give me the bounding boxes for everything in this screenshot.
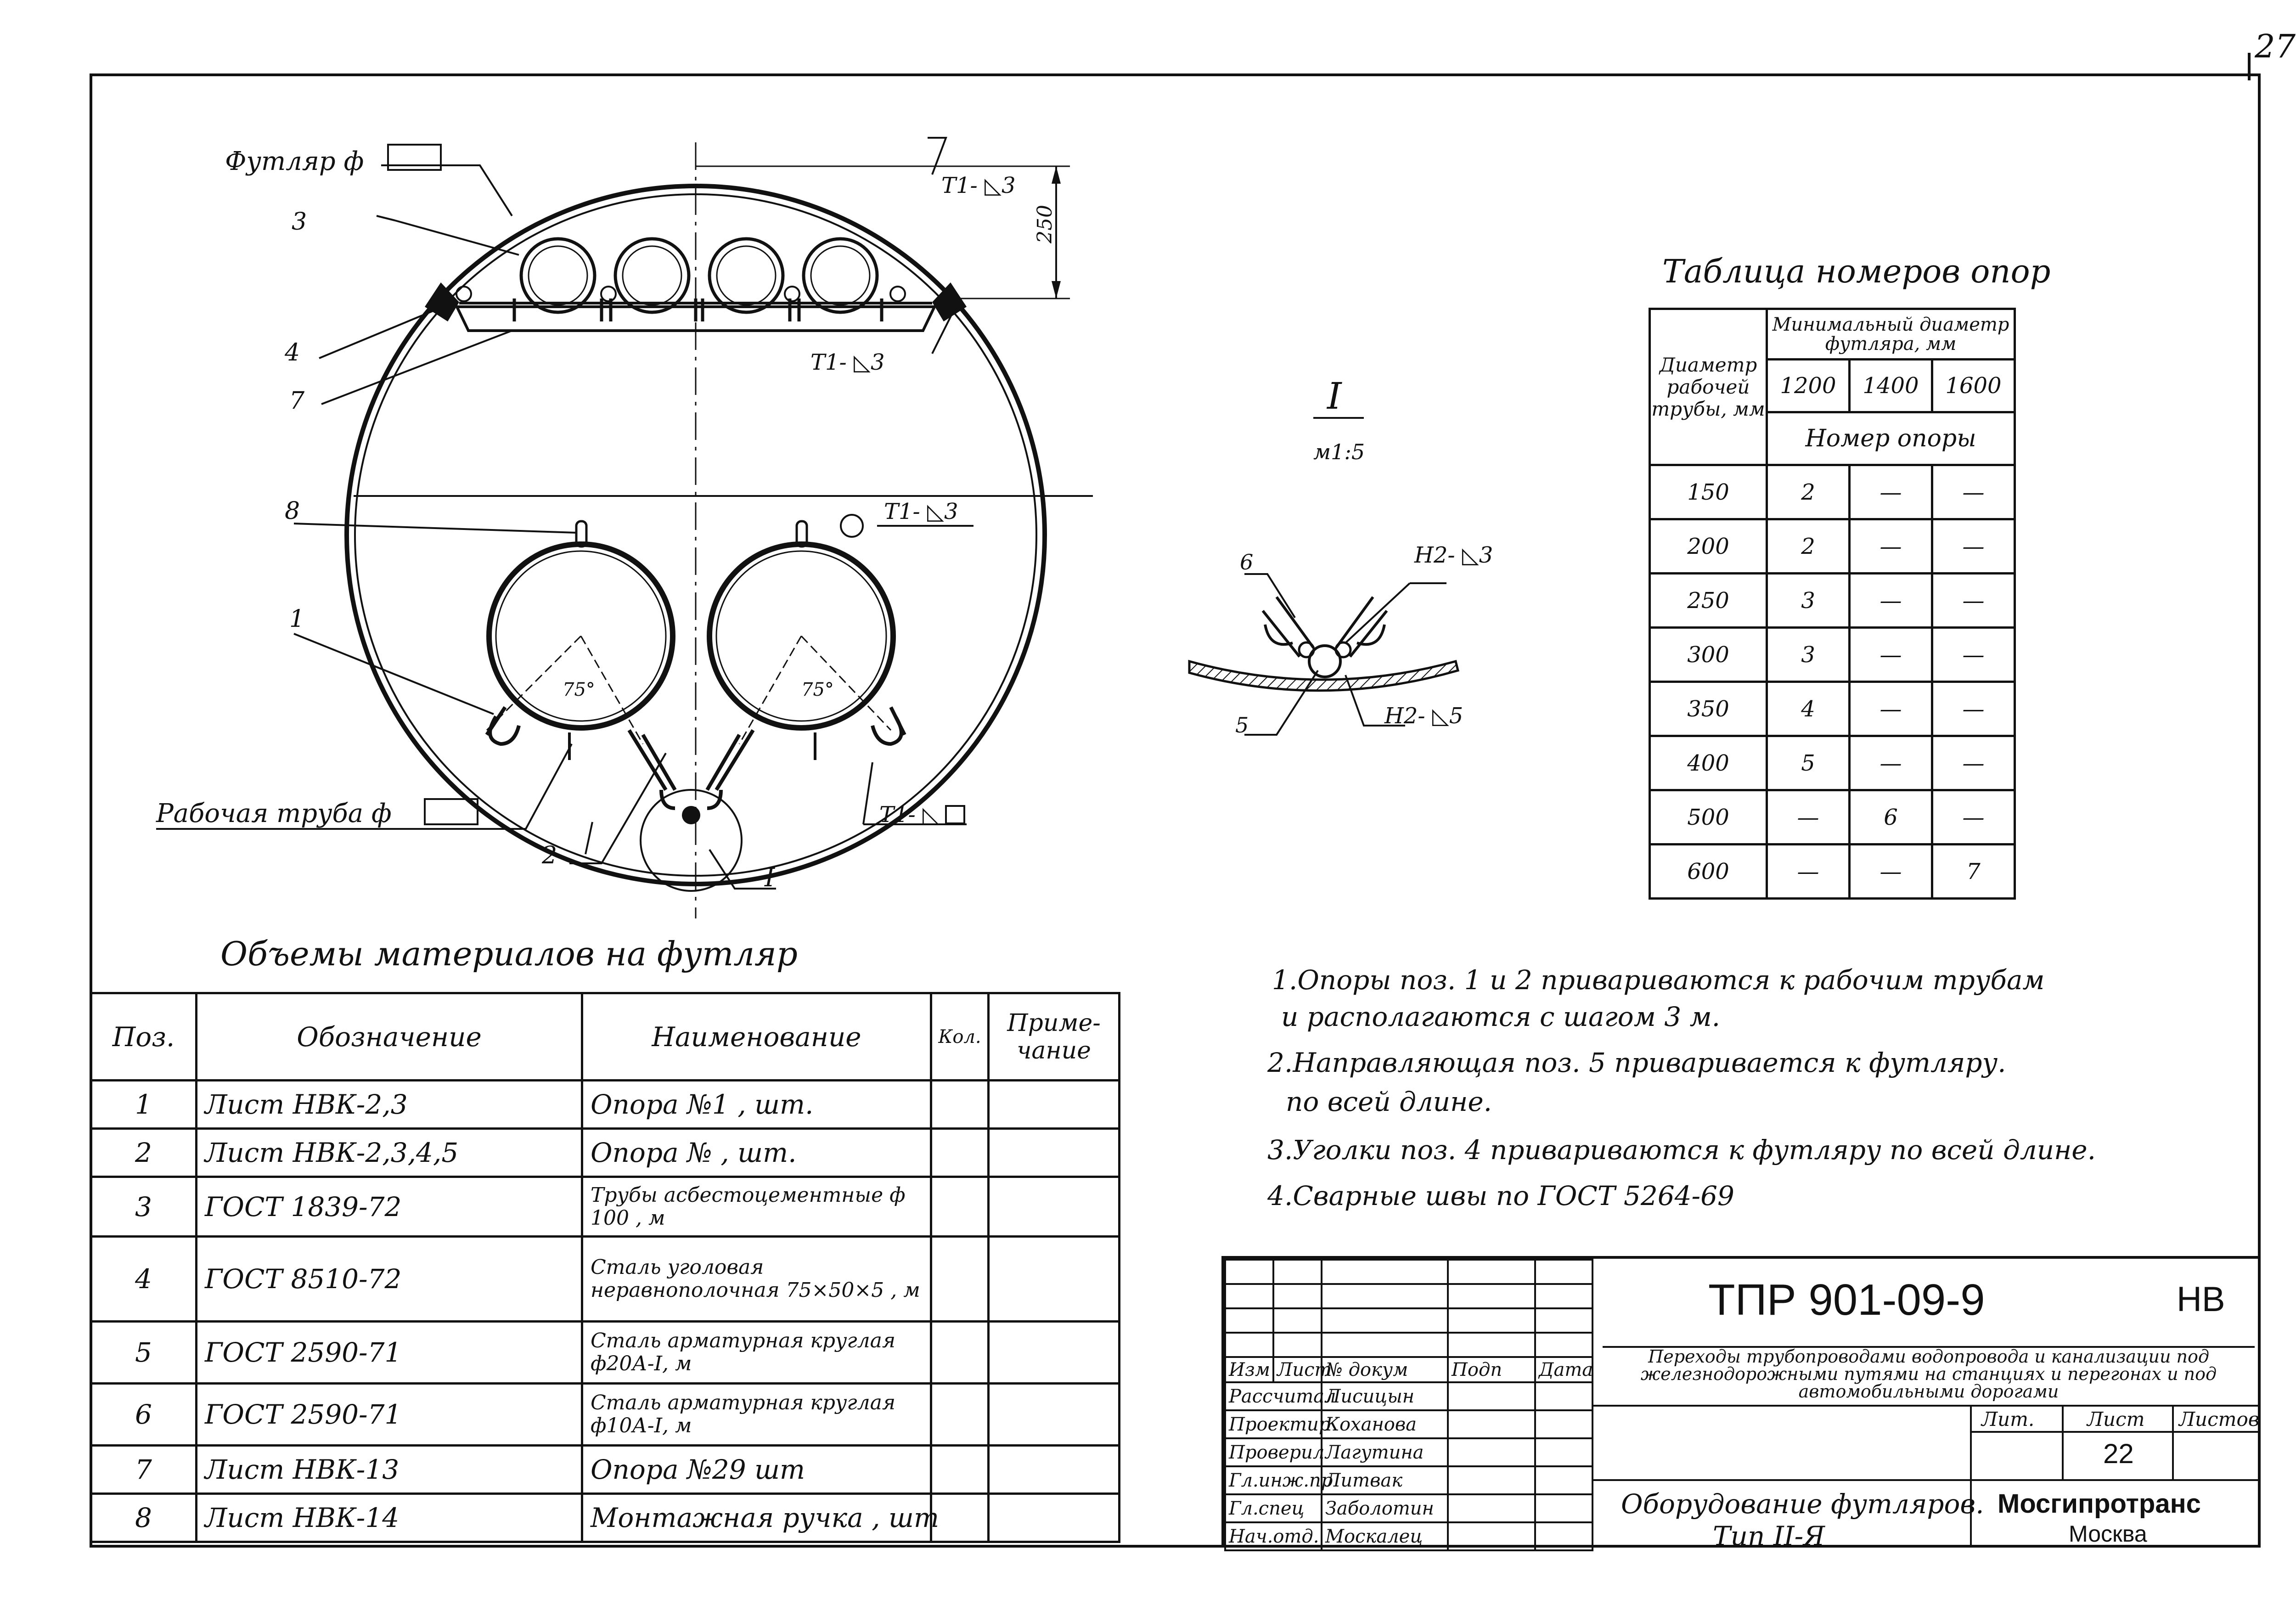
table-cell: Лист НВК-14	[197, 1494, 582, 1542]
angle-left	[425, 282, 459, 321]
pos-2-label: 2	[542, 842, 557, 869]
lit-label: Лит.	[1981, 1408, 2035, 1430]
table-cell	[989, 1129, 1120, 1177]
table-cell: —	[1767, 845, 1850, 899]
table-cell	[931, 1237, 989, 1322]
table-cell: 7	[1932, 845, 2015, 899]
table-cell: ГОСТ 1839-72	[197, 1177, 582, 1237]
support-table-title: Таблица номеров опор	[1662, 253, 2051, 290]
col-pipe-diameter: Диаметр рабочей трубы, мм	[1650, 309, 1767, 465]
detail-pos-6: 6	[1240, 550, 1254, 574]
casing-1400: 1400	[1850, 360, 1932, 412]
page-number: 27	[2255, 28, 2296, 65]
table-cell: ГОСТ 2590-71	[197, 1384, 582, 1446]
table-cell: Лист НВК-2,3,4,5	[197, 1129, 582, 1177]
casing-1200: 1200	[1767, 360, 1850, 412]
table-cell	[989, 1494, 1120, 1542]
table-cell: —	[1932, 519, 2015, 574]
table-cell: —	[1932, 736, 2015, 790]
table-cell: —	[1767, 790, 1850, 845]
support-number-header: Номер опоры	[1767, 412, 2015, 465]
role: Гл.спец	[1225, 1494, 1322, 1522]
table-cell: 3	[1767, 574, 1850, 628]
drawing-name-line2: Тип II-Я	[1713, 1521, 1825, 1552]
pos-4-label: 4	[285, 339, 300, 366]
table-cell: 400	[1650, 736, 1767, 790]
header-designation: Обозначение	[197, 993, 582, 1081]
detail-pos-5: 5	[1235, 713, 1249, 738]
table-cell: 2	[91, 1129, 197, 1177]
person: Лисицын	[1322, 1382, 1448, 1410]
table-cell	[989, 1446, 1120, 1494]
header-name: Наименование	[582, 993, 931, 1081]
table-cell: Сталь уголовая неравнополочная 75×50×5 , м	[582, 1237, 931, 1322]
table-cell: 600	[1650, 845, 1767, 899]
angle-right	[932, 282, 967, 321]
person: Коханова	[1322, 1410, 1448, 1438]
organization-city: Москва	[2069, 1521, 2147, 1547]
sheets-label: Листов	[2179, 1408, 2260, 1430]
table-cell: Опора №29 шт	[582, 1446, 931, 1494]
page-number-tick	[2248, 53, 2251, 80]
note-4: 4.Сварные швы по ГОСТ 5264-69	[1267, 1180, 1734, 1211]
table-cell	[931, 1384, 989, 1446]
signature	[1448, 1438, 1535, 1466]
table-cell: 5	[91, 1322, 197, 1384]
drawing-name-line1: Оборудование футляров.	[1621, 1488, 1984, 1520]
note-3: 3.Уголки поз. 4 привариваются к футляру по всей длине.	[1267, 1134, 2096, 1166]
view-i-label: I	[765, 863, 775, 893]
note-2: 2.Направляющая поз. 5 приваривается к футляру.	[1267, 1047, 2006, 1078]
role: Нач.отд.	[1225, 1522, 1322, 1550]
pos-1-label: 1	[289, 605, 305, 633]
table-cell: —	[1850, 845, 1932, 899]
table-cell: ГОСТ 8510-72	[197, 1237, 582, 1322]
table-cell: —	[1932, 574, 2015, 628]
table-cell: Трубы асбестоцементные ф 100 , м	[582, 1177, 931, 1237]
table-cell: 8	[91, 1494, 197, 1542]
table-cell: 350	[1650, 682, 1767, 736]
table-cell: 6	[1850, 790, 1932, 845]
table-cell: —	[1850, 736, 1932, 790]
col-list: Лист	[1273, 1357, 1322, 1382]
person: Лагутина	[1322, 1438, 1448, 1466]
note-1-cont: и располагаются с шагом 3 м.	[1281, 1001, 1721, 1032]
table-cell: 6	[91, 1384, 197, 1446]
materials-table	[90, 992, 1120, 1543]
table-cell: 500	[1650, 790, 1767, 845]
person: Литвак	[1322, 1466, 1448, 1494]
table-cell: 2	[1767, 465, 1850, 519]
detail-i	[1171, 367, 1538, 758]
table-cell: —	[1850, 574, 1932, 628]
table-cell: Монтажная ручка , шт	[582, 1494, 931, 1542]
table-cell: 3	[91, 1177, 197, 1237]
table-cell: 2	[1767, 519, 1850, 574]
table-cell: 5	[1767, 736, 1850, 790]
asbestos-pipes	[514, 239, 882, 321]
revision-table	[1224, 1259, 1593, 1551]
note-1: 1.Опоры поз. 1 и 2 привариваются к рабочим трубам	[1272, 964, 2045, 996]
person: Заболотин	[1322, 1494, 1448, 1522]
sheet-mark: НВ	[2177, 1280, 2225, 1319]
table-cell: 1	[91, 1081, 197, 1129]
table-cell	[931, 1129, 989, 1177]
table-cell: Лист НВК-2,3	[197, 1081, 582, 1129]
header-pos: Поз.	[91, 993, 197, 1081]
table-cell	[931, 1494, 989, 1542]
table-cell: Опора №1 , шт.	[582, 1081, 931, 1129]
table-cell	[989, 1081, 1120, 1129]
weld-t1-handle: Т1- ◺3	[884, 499, 958, 524]
casing-cross-section	[0, 0, 1148, 941]
detail-scale: м1:5	[1313, 439, 1365, 464]
title-block	[1221, 1256, 2261, 1552]
work-pipe-label: Рабочая труба ф	[156, 799, 392, 828]
drawing-code: ТПР 901-09-9	[1708, 1275, 1985, 1324]
table-cell	[931, 1081, 989, 1129]
role: Гл.инж.пр	[1225, 1466, 1322, 1494]
signature	[1448, 1522, 1535, 1550]
angle-left-label: 75°	[563, 679, 595, 700]
table-cell: 4	[1767, 682, 1850, 736]
table-cell	[931, 1177, 989, 1237]
role: Рассчитал	[1225, 1382, 1322, 1410]
table-cell: 7	[91, 1446, 197, 1494]
table-cell	[989, 1177, 1120, 1237]
signature	[1448, 1382, 1535, 1410]
pos-8-label: 8	[285, 497, 300, 525]
support-table	[1649, 308, 2016, 900]
col-date: Дата	[1535, 1357, 1593, 1382]
role: Проектир	[1225, 1410, 1322, 1438]
pos-3-label: 3	[292, 208, 307, 236]
header-qty: Кол.	[931, 993, 989, 1081]
project-description: Переходы трубопроводами водопровода и канализации под железнодорожными путями на станциях и перегонах и под автомобильными дорогами	[1603, 1346, 2255, 1405]
table-cell: —	[1850, 519, 1932, 574]
table-cell	[989, 1384, 1120, 1446]
table-cell	[989, 1322, 1120, 1384]
title-block-right	[1592, 1259, 2261, 1552]
sheet-label: Лист	[2087, 1408, 2145, 1430]
signature	[1448, 1466, 1535, 1494]
signature	[1448, 1410, 1535, 1438]
materials-title: Объемы материалов на футляр	[220, 935, 798, 973]
table-cell	[989, 1237, 1120, 1322]
person: Москалец	[1322, 1522, 1448, 1550]
dim-250-label: 250	[1033, 205, 1057, 243]
casing-label: Футляр ф	[225, 146, 364, 176]
col-doc: № докум	[1322, 1357, 1448, 1382]
casing-1600: 1600	[1932, 360, 2015, 412]
organization-name: Мосгипротранс	[1998, 1489, 2201, 1519]
detail-weld-h2-3: Н2- ◺3	[1414, 542, 1493, 568]
table-cell: —	[1850, 628, 1932, 682]
table-cell: Сталь арматурная круглая ф10А-I, м	[582, 1384, 931, 1446]
table-cell: 300	[1650, 628, 1767, 682]
header-note: Приме- чание	[989, 993, 1120, 1081]
table-cell: —	[1850, 465, 1932, 519]
table-cell: Лист НВК-13	[197, 1446, 582, 1494]
table-cell	[931, 1322, 989, 1384]
table-cell: 250	[1650, 574, 1767, 628]
detail-title: I	[1327, 375, 1342, 417]
table-cell: 200	[1650, 519, 1767, 574]
table-cell: —	[1932, 682, 2015, 736]
table-cell: 150	[1650, 465, 1767, 519]
sheet-number: 22	[2103, 1438, 2134, 1469]
angle-right-label: 75°	[801, 679, 834, 700]
weld-t1-box: Т1- ◺	[879, 802, 940, 828]
signature	[1448, 1494, 1535, 1522]
note-2-cont: по всей длине.	[1286, 1086, 1492, 1117]
pos-7-label: 7	[289, 387, 305, 415]
weld-t1-top: Т1- ◺3	[941, 173, 1016, 198]
table-cell: ГОСТ 2590-71	[197, 1322, 582, 1384]
role: Проверил	[1225, 1438, 1322, 1466]
detail-weld-h2-5: Н2- ◺5	[1384, 703, 1463, 729]
table-cell: 3	[1767, 628, 1850, 682]
weld-t1-mid: Т1- ◺3	[810, 349, 885, 375]
table-cell: —	[1850, 682, 1932, 736]
col-izm: Изм	[1225, 1357, 1273, 1382]
table-cell: —	[1932, 465, 2015, 519]
col-casing-diameter: Минимальный диаметр футляра, мм	[1767, 309, 2015, 360]
table-cell	[931, 1446, 989, 1494]
table-cell: 4	[91, 1237, 197, 1322]
col-sign: Подп	[1448, 1357, 1535, 1382]
table-cell: —	[1932, 790, 2015, 845]
table-cell: Сталь арматурная круглая ф20А-I, м	[582, 1322, 931, 1384]
table-cell: Опора № , шт.	[582, 1129, 931, 1177]
table-cell: —	[1932, 628, 2015, 682]
